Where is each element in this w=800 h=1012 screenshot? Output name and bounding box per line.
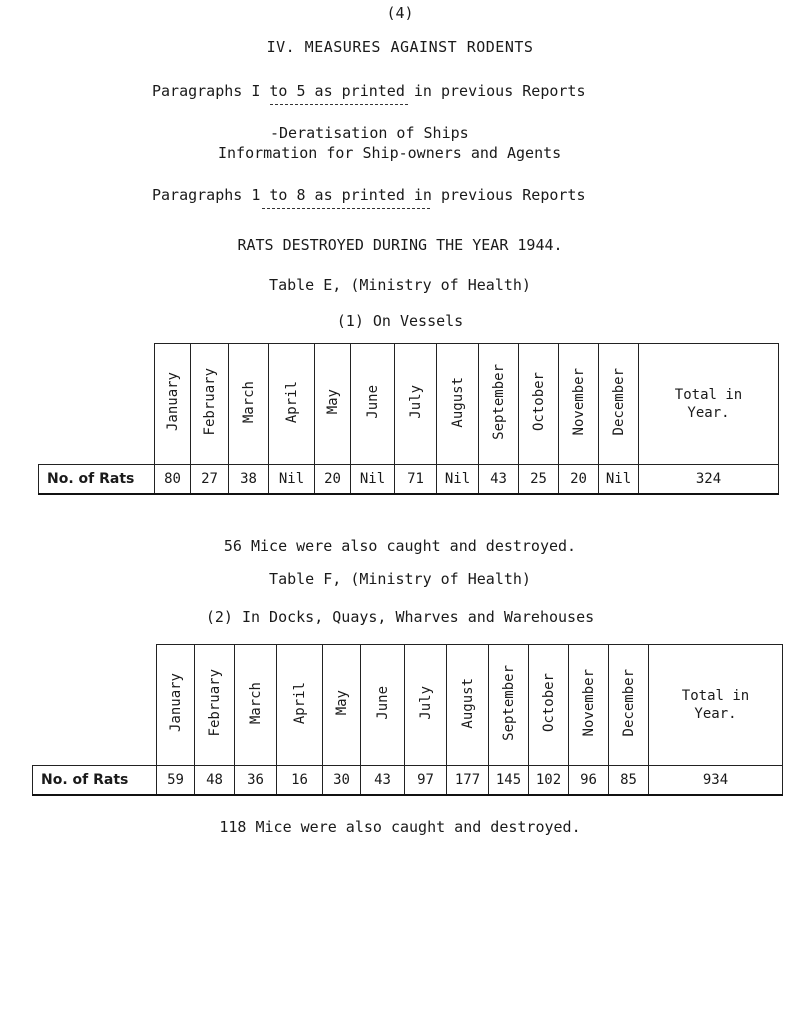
vessels-total-header: Total in Year.: [639, 344, 779, 465]
vessels-value-december: Nil: [599, 465, 639, 495]
vessels-value-august: Nil: [437, 465, 479, 495]
vessels-month-august: August: [437, 344, 479, 465]
vessels-value-january: 80: [155, 465, 191, 495]
page-number: (4): [386, 4, 414, 22]
vessels-value-june: Nil: [351, 465, 395, 495]
vessels-value-may: 20: [315, 465, 351, 495]
docks-mice-note: 118 Mice were also caught and destroyed.: [219, 818, 581, 836]
docks-value-january: 59: [157, 766, 195, 796]
vessels-month-july: July: [395, 344, 437, 465]
table-f-subtitle: (2) In Docks, Quays, Wharves and Warehouses: [205, 608, 595, 626]
vessels-month-december: December: [599, 344, 639, 465]
vessels-month-october: October: [519, 344, 559, 465]
vessels-value-october: 25: [519, 465, 559, 495]
vessels-total-value: 324: [639, 465, 779, 495]
vessels-month-september: September: [479, 344, 519, 465]
vessels-value-september: 43: [479, 465, 519, 495]
vessels-month-february: February: [191, 344, 229, 465]
docks-month-october: October: [529, 645, 569, 766]
docks-value-november: 96: [569, 766, 609, 796]
table-f-title: Table F, (Ministry of Health): [269, 570, 531, 588]
docks-month-august: August: [447, 645, 489, 766]
vessels-month-june: June: [351, 344, 395, 465]
vessels-value-july: 71: [395, 465, 437, 495]
docks-value-september: 145: [489, 766, 529, 796]
docks-month-april: April: [277, 645, 323, 766]
vessels-row-label: No. of Rats: [39, 465, 155, 495]
docks-value-december: 85: [609, 766, 649, 796]
vessels-month-march: March: [229, 344, 269, 465]
vessels-month-november: November: [559, 344, 599, 465]
docks-value-october: 102: [529, 766, 569, 796]
docks-month-january: January: [157, 645, 195, 766]
docks-month-june: June: [361, 645, 405, 766]
vessels-mice-note: 56 Mice were also caught and destroyed.: [223, 537, 577, 555]
docks-total-header: Total in Year.: [649, 645, 783, 766]
vessels-month-april: April: [269, 344, 315, 465]
intro-paragraphs-1-5: Paragraphs I to 5 as printed in previous Reports: [152, 82, 586, 100]
intro-underline-2: [262, 208, 430, 209]
docks-value-february: 48: [195, 766, 235, 796]
docks-month-march: March: [235, 645, 277, 766]
vessels-value-march: 38: [229, 465, 269, 495]
vessels-value-april: Nil: [269, 465, 315, 495]
vessels-month-may: May: [315, 344, 351, 465]
vessels-value-november: 20: [559, 465, 599, 495]
docks-value-may: 30: [323, 766, 361, 796]
vessels-corner-cell: [39, 344, 155, 465]
intro-paragraphs-1-8: Paragraphs 1 to 8 as printed in previous Reports: [152, 186, 586, 204]
docks-row-label: No. of Rats: [33, 766, 157, 796]
docks-value-august: 177: [447, 766, 489, 796]
docks-value-march: 36: [235, 766, 277, 796]
docks-value-july: 97: [405, 766, 447, 796]
intro-deratisation: -Deratisation of Ships: [270, 124, 469, 142]
rats-heading: RATS DESTROYED DURING THE YEAR 1944.: [237, 236, 563, 254]
docks-value-june: 43: [361, 766, 405, 796]
docks-total-value: 934: [649, 766, 783, 796]
vessels-value-february: 27: [191, 465, 229, 495]
table-e-subtitle: (1) On Vessels: [336, 312, 464, 330]
section-title: IV. MEASURES AGAINST RODENTS: [266, 38, 534, 56]
docks-corner-cell: [33, 645, 157, 766]
intro-underline-1: [270, 104, 408, 105]
docks-table: [32, 644, 782, 796]
docks-month-july: July: [405, 645, 447, 766]
docks-month-may: May: [323, 645, 361, 766]
vessels-month-january: January: [155, 344, 191, 465]
docks-month-september: September: [489, 645, 529, 766]
docks-month-november: November: [569, 645, 609, 766]
docks-value-april: 16: [277, 766, 323, 796]
docks-month-february: February: [195, 645, 235, 766]
intro-information: Information for Ship-owners and Agents: [218, 144, 562, 162]
table-e-title: Table E, (Ministry of Health): [269, 276, 531, 294]
docks-month-december: December: [609, 645, 649, 766]
vessels-table: [38, 343, 778, 495]
